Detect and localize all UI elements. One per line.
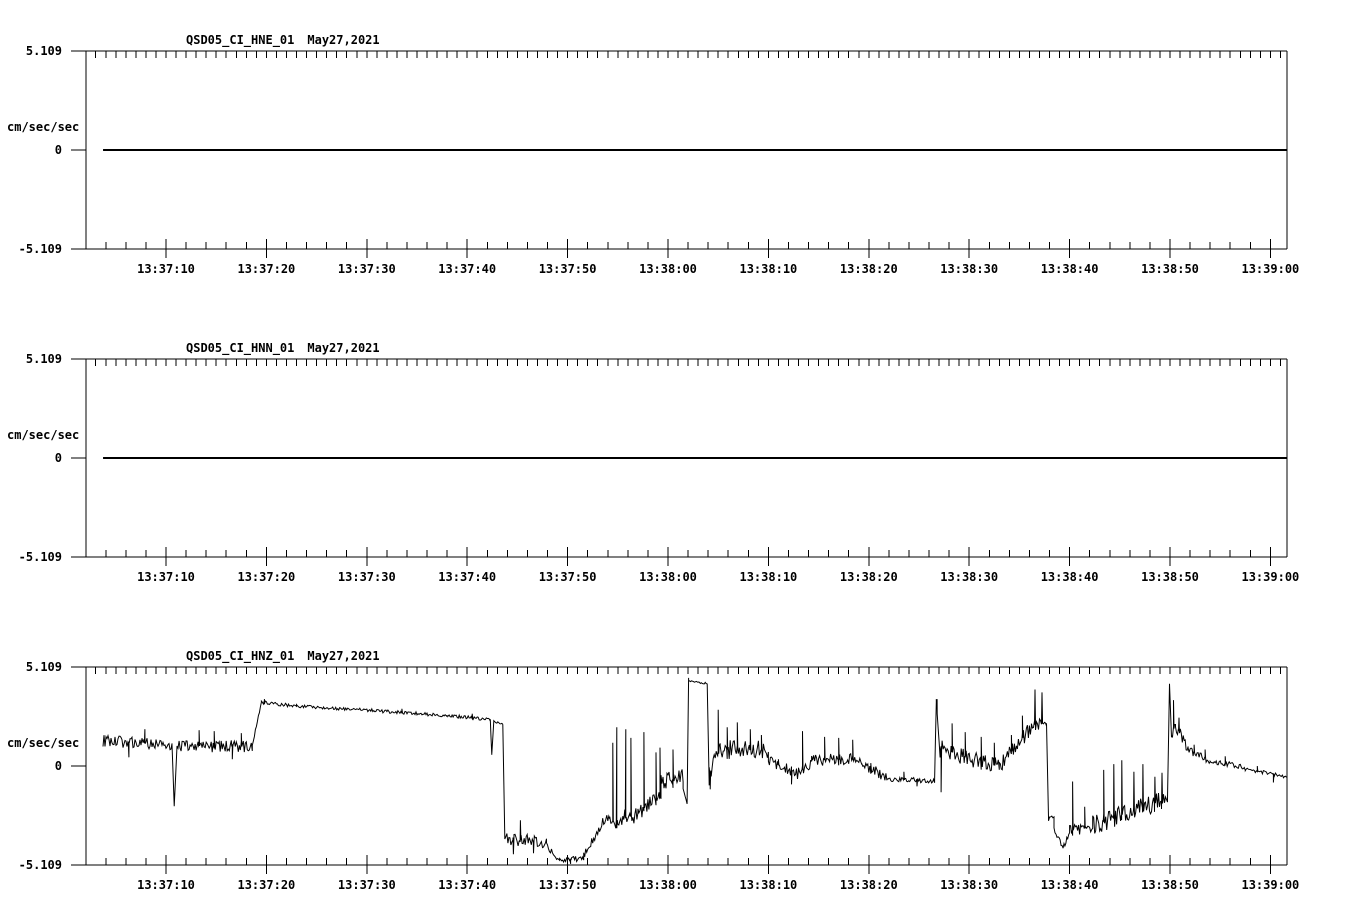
- time-tick-label: 13:38:20: [839, 878, 898, 892]
- time-tick-label: 13:37:10: [137, 570, 195, 584]
- time-tick-label: 13:38:10: [739, 878, 798, 892]
- time-tick-label: 13:37:10: [137, 262, 195, 276]
- time-tick-label: 13:37:50: [538, 262, 597, 276]
- time-tick-label: 13:37:20: [237, 262, 296, 276]
- time-tick-label: 13:37:10: [137, 878, 195, 892]
- panel-title: [186, 650, 380, 663]
- station-label: QSD05_CI_HNE_01: [186, 33, 295, 47]
- date-label: May27,2021: [307, 33, 380, 47]
- y-zero-label: 0: [54, 143, 62, 157]
- time-tick-label: 13:37:50: [538, 878, 597, 892]
- time-tick-label: 13:39:00: [1241, 570, 1300, 584]
- time-tick-label: 13:38:20: [839, 262, 898, 276]
- time-tick-label: 13:38:30: [940, 262, 999, 276]
- time-tick-label: 13:38:10: [739, 570, 798, 584]
- time-tick-label: 13:37:30: [337, 570, 396, 584]
- panel-title: [186, 34, 380, 47]
- time-tick-label: 13:37:20: [237, 570, 296, 584]
- time-tick-label: 13:37:20: [237, 878, 296, 892]
- y-max-label: 5.109: [25, 44, 62, 58]
- time-tick-label: 13:37:40: [438, 570, 497, 584]
- date-label: May27,2021: [307, 649, 380, 663]
- time-tick-label: 13:37:50: [538, 570, 597, 584]
- station-label: QSD05_CI_HNN_01: [186, 341, 295, 355]
- time-tick-label: 13:38:10: [739, 262, 798, 276]
- panel-title: [186, 342, 380, 355]
- time-tick-label: 13:37:40: [438, 878, 497, 892]
- time-tick-label: 13:38:00: [639, 878, 697, 892]
- y-min-label: -5.109: [18, 858, 62, 872]
- trace-QSD05_CI_HNZ_01: [103, 678, 1287, 864]
- time-tick-label: 13:38:50: [1141, 878, 1199, 892]
- time-tick-label: 13:39:00: [1241, 878, 1300, 892]
- time-tick-label: 13:39:00: [1241, 262, 1300, 276]
- y-max-label: 5.109: [25, 352, 62, 366]
- y-zero-label: 0: [54, 451, 62, 465]
- y-min-label: -5.109: [18, 242, 62, 256]
- time-tick-label: 13:38:50: [1141, 570, 1199, 584]
- time-tick-label: 13:38:40: [1040, 570, 1099, 584]
- time-tick-label: 13:38:00: [639, 262, 697, 276]
- time-tick-label: 13:38:20: [839, 570, 898, 584]
- time-tick-label: 13:37:30: [337, 262, 396, 276]
- time-tick-label: 13:37:30: [337, 878, 396, 892]
- time-tick-label: 13:38:40: [1040, 262, 1099, 276]
- y-zero-label: 0: [54, 759, 62, 773]
- time-tick-label: 13:38:00: [639, 570, 697, 584]
- y-axis-units-label: cm/sec/sec: [7, 736, 80, 750]
- y-min-label: -5.109: [18, 550, 62, 564]
- time-tick-label: 13:37:40: [438, 262, 497, 276]
- date-label: May27,2021: [307, 341, 380, 355]
- time-tick-label: 13:38:50: [1141, 262, 1199, 276]
- time-tick-label: 13:38:40: [1040, 878, 1099, 892]
- station-label: QSD05_CI_HNZ_01: [186, 649, 295, 663]
- y-max-label: 5.109: [25, 660, 62, 674]
- time-tick-label: 13:38:30: [940, 570, 999, 584]
- y-axis-units-label: cm/sec/sec: [7, 428, 80, 442]
- time-tick-label: 13:38:30: [940, 878, 999, 892]
- y-axis-units-label: cm/sec/sec: [7, 120, 80, 134]
